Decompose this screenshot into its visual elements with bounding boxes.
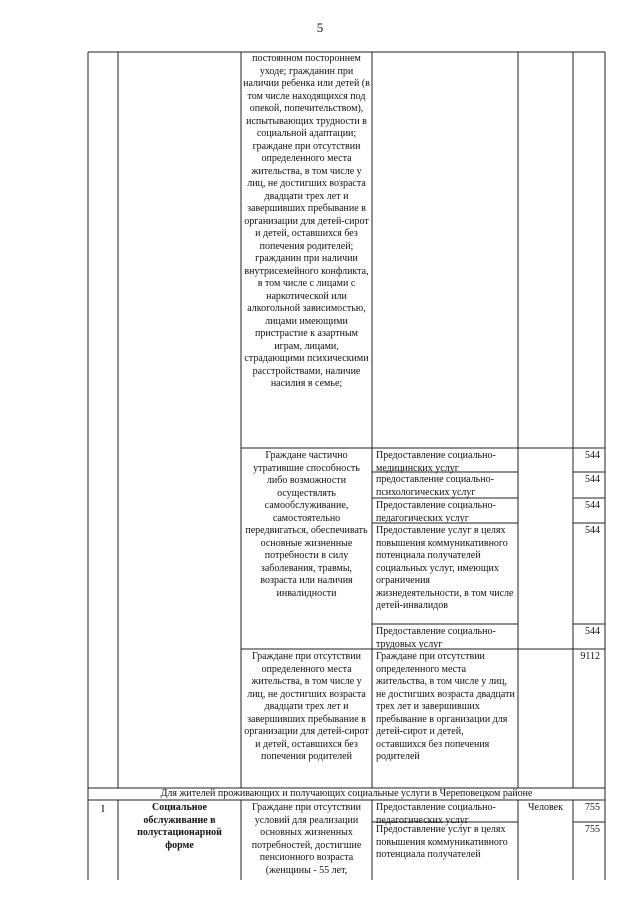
service-name-1: Предоставление социально-медицинских услуг — [376, 450, 496, 474]
page-number: 5 — [316, 20, 324, 35]
row-number: I — [101, 803, 105, 815]
service-name-5: Предоставление социально-трудовых услуг — [376, 626, 496, 650]
homeless-recipients-cell: Граждане при отсутствии определенного места жительства, в том числе у лиц, не достигших возраста двадцати трех лет и завершивших пребывание в организации для детей-сирот и детей, оставшихся без попечения родителей — [244, 651, 369, 762]
service-value-5: 544 — [585, 626, 600, 637]
service-value-2: 544 — [585, 474, 600, 485]
row-i-service-value-2: 755 — [585, 824, 600, 835]
continuation-recipients-cell: постоянном постороннем уходе; гражданин при наличии ребенка или детей (в том числе находящихся под опекой, попечительством), испытывающих трудности в социальной адаптации; граждане при отсутствии определенного места жительства, в том числе у лиц, не достигших возраста двадцати трех лет и завершивших пребывание в организации для детей-сирот и детей, оставшихся без попечения родителей; гражданин при наличии внутрисемейного конфликта, в том числе с лицами с наркотической или алкогольной зависимостью, лицами имеющими пристрастие к азартным играм, лицами, страдающими психическими расстройствами, наличие насилия в семье; — [243, 53, 370, 389]
homeless-value-cell: 9112 — [580, 651, 600, 662]
service-value-4: 544 — [585, 525, 600, 536]
service-value-1: 544 — [585, 450, 600, 461]
row-i-service-name-2: Предоставление услуг в целях повышения коммуникативного потенциала получателей — [376, 824, 508, 860]
unit-cell: Человек — [528, 802, 563, 813]
service-form-cell: Социальное обслуживание в полустационарной форме — [137, 802, 222, 851]
section-heading: Для жителей проживающих и получающих социальные услуги в Череповецком районе — [160, 788, 533, 799]
homeless-service-cell: Граждане при отсутствии определенного места жительства, в том числе у лиц, не достигших возраста двадцати трех лет и завершивших пребывание в организации для детей-сирот и детей, оставшихся без попечения родителей — [376, 651, 515, 762]
service-name-2: предоставление социально-психологических услуг — [376, 474, 494, 498]
row-i-service-name-1: Предоставление социально-педагогических услуг — [376, 802, 496, 826]
partial-recipients-cell: Граждане частично утратившие способность либо возможности осуществлять самообслуживание, самостоятельно передвигаться, обеспечивать основные жизненные потребности в силу заболевания, травмы, возраста или наличия инвалидности — [245, 450, 368, 599]
service-value-3: 544 — [585, 500, 600, 511]
service-name-4: Предоставление услуг в целях повышения коммуникативного потенциала получателей социальных услуг, имеющих ограничения жизнедеятельности, в том числе детей-инвалидов — [376, 525, 514, 611]
service-name-3: Предоставление социально-педагогических услуг — [376, 500, 496, 524]
row-i-service-value-1: 755 — [585, 802, 600, 813]
row-i-recipients-cell: Граждане при отсутствии условий для реализации основных жизненных потребностей, достигшие пенсионного возраста (женщины - 55 лет, — [251, 802, 362, 876]
